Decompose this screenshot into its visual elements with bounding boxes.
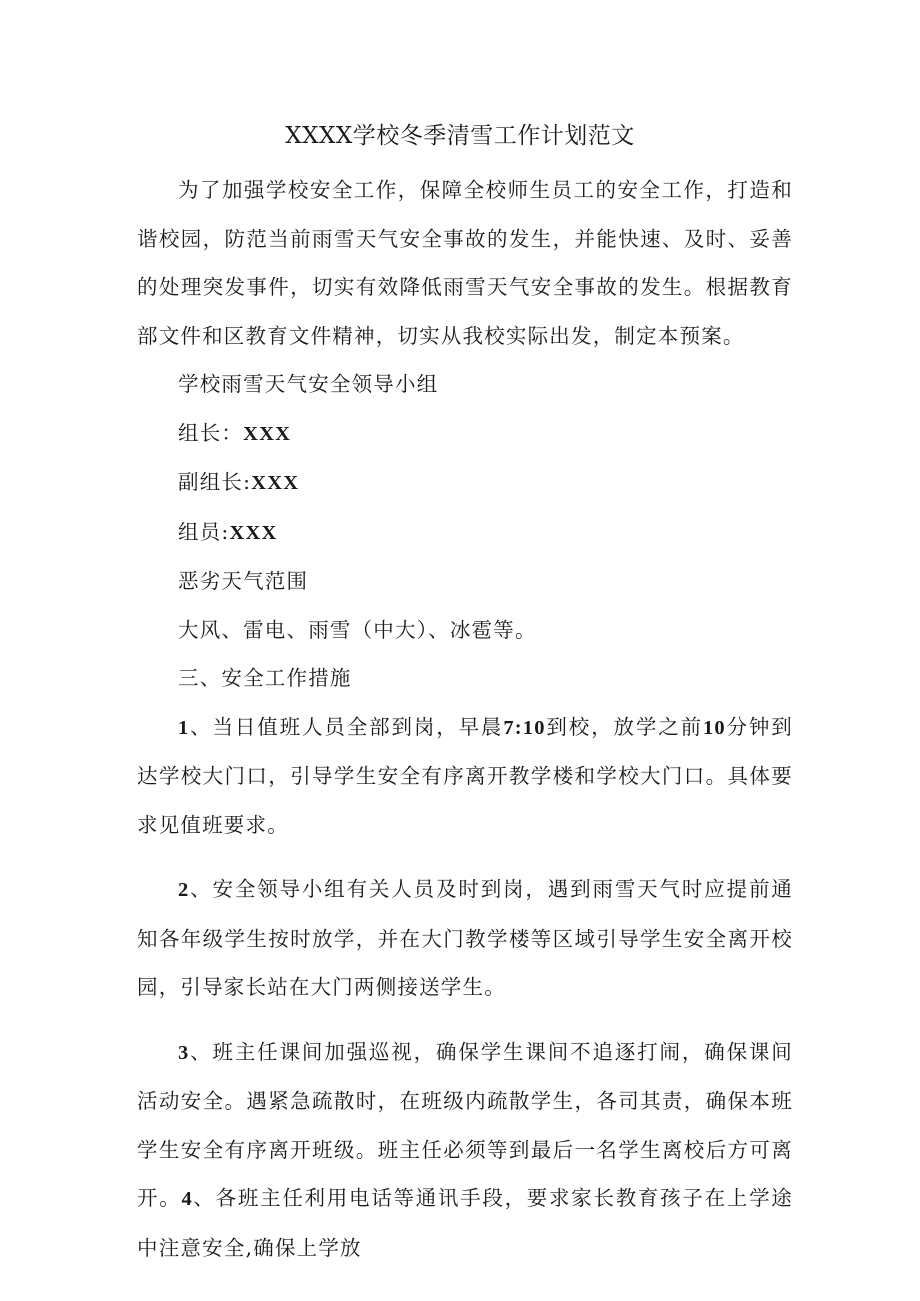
deputy-line	[137, 458, 793, 508]
document-title: XXXX学校冬季清雪工作计划范文	[285, 123, 635, 149]
item2-text: 、安全领导小组有关人员及时到岗，遇到雨雪天气时应提前通知各年级学生按时放学，并在大门教学楼等区域引导学生安全离开校园，引导家长站在大门两侧接送学生。	[137, 877, 793, 999]
deputy-label: 副组长:	[178, 470, 252, 494]
member-value: XXX	[229, 521, 278, 544]
member-line	[137, 508, 793, 558]
document-body	[137, 166, 793, 1272]
item3-text: 、班主任课间加强巡视，确保学生课间不追逐打闹，确保课间活动安全。遇紧急疏散时，在班级内疏散学生，各司其责，确保本班学生安全有序离开班级。班主任必须等到最后一名学生离校后方可离开。	[137, 1039, 793, 1210]
deputy-value: XXX	[251, 472, 300, 494]
item1-number: 1	[178, 716, 190, 739]
item3-number: 3	[178, 1041, 190, 1064]
item1-time: 7:10	[503, 716, 546, 739]
weather-list: 大风、雷电、雨雪（中大）、冰雹等。	[178, 617, 537, 642]
member-label: 组员:	[178, 519, 230, 544]
item1-text-a: 、当日值班人员全部到岗，早晨	[189, 714, 504, 739]
item1-minutes: 10	[702, 716, 726, 739]
measures-heading: 三、安全工作措施	[178, 666, 352, 690]
leader-line	[137, 409, 793, 459]
item4-text: 、各班主任利用电话等通讯手段，要求家长教育孩子在上学途中注意安全,确保上学放	[137, 1186, 793, 1260]
measure-item-1	[137, 703, 793, 850]
leader-value: XXX	[243, 422, 292, 445]
intro-paragraph: 为了加强学校安全工作，保障全校师生员工的安全工作，打造和谐校园，防范当前雨雪天气安全事故的发生，并能快速、及时、妥善的处理突发事件，切实有效降低雨雪天气安全事故的发生。根据教育部文件和区教育文件精神，切实从我校实际出发，制定本预案。	[137, 178, 793, 348]
leadership-heading: 学校雨雪天气安全领导小组	[178, 372, 439, 396]
item1-text-c: 分钟到达学校大门口，引导学生安全有序离开教学楼和学校大门口。具体要求见值班要求。	[137, 714, 793, 837]
leader-label: 组长：	[178, 420, 244, 445]
weather-heading: 恶劣天气范围	[178, 569, 309, 593]
item4-number: 4	[181, 1188, 193, 1210]
measure-item-2	[137, 865, 793, 1012]
measure-item-3	[137, 1028, 793, 1273]
item1-text-b: 到校，放学之前	[545, 714, 703, 739]
item2-number: 2	[178, 879, 190, 901]
